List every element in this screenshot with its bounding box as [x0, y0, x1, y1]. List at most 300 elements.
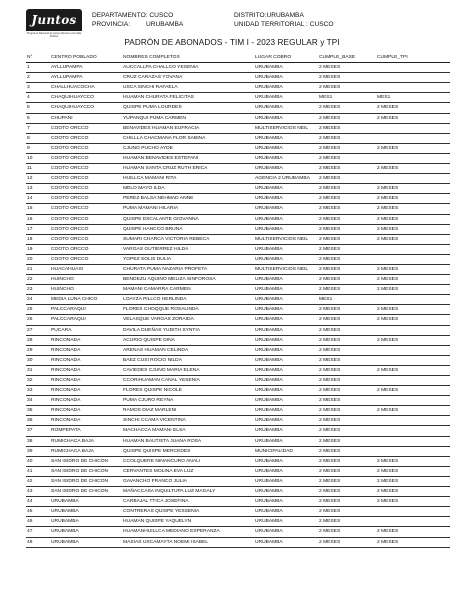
cumple-tpi-cell [376, 376, 450, 386]
lugar-cobro-cell: URUBAMBA [254, 153, 318, 163]
logo-mark [26, 9, 82, 31]
row-number-cell: 25 [26, 305, 50, 315]
cumple-tpi-cell: 2 MESES [376, 527, 450, 537]
nombre-completo-cell: YUPANQUI PUMA CARMEN [122, 113, 254, 123]
lugar-cobro-cell: URUBAMBA [254, 73, 318, 83]
centro-poblado-cell: COOTO ORCCO [50, 133, 122, 143]
cumple-tpi-cell: 2 MESES [376, 224, 450, 234]
table-row [26, 446, 450, 456]
nombre-completo-cell: HUAMAN CHURATA FELICITAS [122, 93, 254, 103]
departamento-value: CUSCO [149, 12, 174, 19]
nombre-completo-cell: HUAMAN QUISPE YAQUELYN [122, 517, 254, 527]
cumple-tpi-cell [376, 355, 450, 365]
cumple-base-cell: 2 MESES [318, 244, 376, 254]
nombre-completo-cell: HUILLCA MAMANI RITA [122, 174, 254, 184]
lugar-cobro-cell: URUBAMBA [254, 254, 318, 264]
nombre-completo-cell: VELASQUE VARGAS ZORAIDA [122, 315, 254, 325]
lugar-cobro-cell: URUBAMBA [254, 487, 318, 497]
cumple-tpi-cell [376, 174, 450, 184]
centro-poblado-cell: URUBAMBA [50, 507, 122, 517]
cumple-base-cell: 2 MESES [318, 335, 376, 345]
cumple-tpi-cell: 2 MESES [376, 143, 450, 153]
nombre-completo-cell: MAÑACCASA INQUILTUPA LUZ MAGALY [122, 487, 254, 497]
lugar-cobro-cell: URUBAMBA [254, 456, 318, 466]
table-body [26, 63, 450, 548]
lugar-cobro-cell: URUBAMBA [254, 103, 318, 113]
nombre-completo-cell: FLORES QUISPE NICOLE [122, 386, 254, 396]
nombre-completo-cell: BENDEZU AQUINO MELIZA SINFOROSA [122, 275, 254, 285]
lugar-cobro-cell: URUBAMBA [254, 426, 318, 436]
centro-poblado-cell: PALCCARAQUI [50, 305, 122, 315]
row-number-cell: 46 [26, 517, 50, 527]
table-row [26, 204, 450, 214]
centro-poblado-cell: HUINCHO [50, 275, 122, 285]
lugar-cobro-cell: URUBAMBA [254, 355, 318, 365]
col-header-cumple-tpi: CUMPLE_TPI [376, 53, 450, 63]
table-row [26, 396, 450, 406]
nombre-completo-cell: HUAMAN SANTA CRUZ RUTH ERICA [122, 164, 254, 174]
cumple-tpi-cell [376, 63, 450, 73]
lugar-cobro-cell: URUBAMBA [254, 436, 318, 446]
centro-poblado-cell: SAN ISIDRO DE CHICON [50, 487, 122, 497]
cumple-tpi-cell: 2 MESES [376, 204, 450, 214]
lugar-cobro-cell: URUBAMBA [254, 143, 318, 153]
cumple-base-cell: 2 MESES [318, 345, 376, 355]
lugar-cobro-cell: URUBAMBA [254, 244, 318, 254]
row-number-cell: 40 [26, 456, 50, 466]
centro-poblado-cell: CHAQUIHUAYCCO [50, 93, 122, 103]
lugar-cobro-cell: URUBAMBA [254, 537, 318, 547]
col-header-cumple-base: CUMPLE_BASE [318, 53, 376, 63]
table-row [26, 386, 450, 396]
cumple-tpi-cell [376, 517, 450, 527]
lugar-cobro-cell: URUBAMBA [254, 83, 318, 93]
table-row [26, 345, 450, 355]
nombre-completo-cell: SINCHI CCAMA VICENTINA [122, 416, 254, 426]
nombre-completo-cell: QUISPE ESCALANTE GIOVANNA [122, 214, 254, 224]
cumple-base-cell: 2 MESES [318, 164, 376, 174]
table-row [26, 466, 450, 476]
lugar-cobro-cell: MUNICIPALIDAD [254, 446, 318, 456]
table-row [26, 507, 450, 517]
nombre-completo-cell: PUMA MAMANI HILARIA [122, 204, 254, 214]
centro-poblado-cell: SAN ISIDRO DE CHICON [50, 476, 122, 486]
nombre-completo-cell: AUCCALLPA CHALLCO YESENIA [122, 63, 254, 73]
lugar-cobro-cell: URUBAMBA [254, 365, 318, 375]
lugar-cobro-cell: URUBAMBA [254, 295, 318, 305]
centro-poblado-cell: COOTO ORCCO [50, 204, 122, 214]
cumple-base-cell: MES1 [318, 295, 376, 305]
logo-tagline: Programa Nacional de Apoyo Directo a los Más Pobres [26, 32, 82, 38]
table-row [26, 275, 450, 285]
table-row [26, 224, 450, 234]
row-number-cell: 7 [26, 123, 50, 133]
provincia-label: PROVINCIA: [92, 21, 131, 28]
nombre-completo-cell: CONTRERAS QUISPE YESSENIA [122, 507, 254, 517]
lugar-cobro-cell: URUBAMBA [254, 113, 318, 123]
row-number-cell: 2 [26, 73, 50, 83]
nombre-completo-cell: ACURIO QUISPE DINA [122, 335, 254, 345]
cumple-base-cell: 2 MESES [318, 487, 376, 497]
centro-poblado-cell: AYLLUPAMPA [50, 73, 122, 83]
row-number-cell: 22 [26, 275, 50, 285]
lugar-cobro-cell: URUBAMBA [254, 275, 318, 285]
table-row [26, 184, 450, 194]
lugar-cobro-cell: URUBAMBA [254, 133, 318, 143]
row-number-cell: 19 [26, 244, 50, 254]
row-number-cell: 14 [26, 194, 50, 204]
nombre-completo-cell: HUAMAN BAUTISTA JUANA ROSA [122, 436, 254, 446]
table-row [26, 63, 450, 73]
centro-poblado-cell: SAN ISIDRO DE CHICON [50, 456, 122, 466]
juntos-logo [26, 9, 82, 39]
cumple-tpi-cell: 2 MESES [376, 386, 450, 396]
centro-poblado-cell: RINCONADA [50, 355, 122, 365]
table-row [26, 335, 450, 345]
unidad-value: CUSCO [309, 21, 334, 28]
lugar-cobro-cell: URUBAMBA [254, 497, 318, 507]
cumple-tpi-cell: 2 MESES [376, 214, 450, 224]
lugar-cobro-cell: URUBAMBA [254, 386, 318, 396]
cumple-base-cell: 2 MESES [318, 143, 376, 153]
nombre-completo-cell: DAVILA DUEÑAS YUDITH SYNTIA [122, 325, 254, 335]
table-row [26, 476, 450, 486]
cumple-tpi-cell: 2 MESES [376, 264, 450, 274]
row-number-cell: 29 [26, 345, 50, 355]
cumple-base-cell: 2 MESES [318, 285, 376, 295]
nombre-completo-cell: LOAYZA PILLCO HERLINDA [122, 295, 254, 305]
row-number-cell: 39 [26, 446, 50, 456]
table-row [26, 537, 450, 547]
cumple-base-cell: 2 MESES [318, 264, 376, 274]
cumple-tpi-cell [376, 244, 450, 254]
centro-poblado-cell: COOTO ORCCO [50, 143, 122, 153]
cumple-base-cell: 2 MESES [318, 123, 376, 133]
table-row [26, 426, 450, 436]
cumple-base-cell: 2 MESES [318, 426, 376, 436]
table-row [26, 416, 450, 426]
cumple-tpi-cell: MES1 [376, 93, 450, 103]
lugar-cobro-cell: AGENCIA 2 URUBAMBA [254, 174, 318, 184]
cumple-base-cell: 2 MESES [318, 325, 376, 335]
nombre-completo-cell: SUMARI CHARCA VICTORIA REBECA [122, 234, 254, 244]
row-number-cell: 4 [26, 93, 50, 103]
nombre-completo-cell: CRUZ CARAZAS YOVANA [122, 73, 254, 83]
table-row [26, 264, 450, 274]
table-row [26, 497, 450, 507]
cumple-base-cell: 2 MESES [318, 174, 376, 184]
row-number-cell: 32 [26, 376, 50, 386]
lugar-cobro-cell: MULTISERVICIOS NEIL [254, 123, 318, 133]
centro-poblado-cell: RINCONADA [50, 345, 122, 355]
cumple-tpi-cell: 2 MESES [376, 103, 450, 113]
nombre-completo-cell: CCORIHUAMAN CANAL YESENIA [122, 376, 254, 386]
cumple-tpi-cell: 2 MESES [376, 537, 450, 547]
centro-poblado-cell: CHAQUIHUAYCCO [50, 103, 122, 113]
cumple-tpi-cell: 2 MESES [376, 497, 450, 507]
cumple-tpi-cell: 2 MESES [376, 315, 450, 325]
cumple-tpi-cell [376, 436, 450, 446]
centro-poblado-cell: RINCONADA [50, 376, 122, 386]
row-number-cell: 48 [26, 537, 50, 547]
table-row [26, 315, 450, 325]
centro-poblado-cell: URUBAMBA [50, 527, 122, 537]
nombre-completo-cell: BAEZ CUSI ROCIO NILDA [122, 355, 254, 365]
centro-poblado-cell: MEDIA LUNA CHICO [50, 295, 122, 305]
nombre-completo-cell: CAVIEDES CJUNO MARIA ELENA [122, 365, 254, 375]
nombre-completo-cell: CHURATA PUMA NAZARIA PROFETA [122, 264, 254, 274]
cumple-tpi-cell: 2 MESES [376, 305, 450, 315]
table-row [26, 527, 450, 537]
row-number-cell: 24 [26, 295, 50, 305]
cumple-base-cell: 2 MESES [318, 194, 376, 204]
nombre-completo-cell: HUAMANHUILLCA MEDIANO ESPERANZA [122, 527, 254, 537]
centro-poblado-cell: URUBAMBA [50, 517, 122, 527]
table-row [26, 325, 450, 335]
cumple-tpi-cell [376, 507, 450, 517]
table-header [26, 53, 450, 63]
table-row [26, 143, 450, 153]
nombre-completo-cell: BENAVIDES HUAMAN EUFRACIA [122, 123, 254, 133]
cumple-tpi-cell: 2 MESES [376, 476, 450, 486]
unidad-label: UNIDAD TERRITORIAL : [234, 21, 308, 28]
cumple-base-cell: 2 MESES [318, 355, 376, 365]
table-row [26, 355, 450, 365]
distrito-label: DISTRITO: [234, 12, 267, 19]
provincia-line [92, 21, 183, 29]
cumple-tpi-cell: 2 MESES [376, 194, 450, 204]
cumple-base-cell: 2 MESES [318, 476, 376, 486]
centro-poblado-cell: HUACAHUASI [50, 264, 122, 274]
cumple-tpi-cell: 2 MESES [376, 466, 450, 476]
centro-poblado-cell: COOTO ORCCO [50, 234, 122, 244]
centro-poblado-cell: COOTO ORCCO [50, 194, 122, 204]
row-number-cell: 45 [26, 507, 50, 517]
centro-poblado-cell: CHUPANI [50, 113, 122, 123]
centro-poblado-cell: URUBAMBA [50, 497, 122, 507]
nombre-completo-cell: USCA SINCHI RAFAELA [122, 83, 254, 93]
nombre-completo-cell: HUAMAN BENAVIDES ESTEFANI [122, 153, 254, 163]
centro-poblado-cell: URUBAMBA [50, 537, 122, 547]
lugar-cobro-cell: URUBAMBA [254, 184, 318, 194]
lugar-cobro-cell: URUBAMBA [254, 466, 318, 476]
row-number-cell: 20 [26, 254, 50, 264]
cumple-base-cell: 2 MESES [318, 517, 376, 527]
cumple-tpi-cell [376, 133, 450, 143]
cumple-base-cell: 2 MESES [318, 386, 376, 396]
nombre-completo-cell: MELO MAYO ILDA [122, 184, 254, 194]
row-number-cell: 9 [26, 143, 50, 153]
row-number-cell: 17 [26, 224, 50, 234]
cumple-tpi-cell [376, 426, 450, 436]
row-number-cell: 33 [26, 386, 50, 396]
centro-poblado-cell: COOTO ORCCO [50, 123, 122, 133]
table-row [26, 456, 450, 466]
row-number-cell: 43 [26, 487, 50, 497]
centro-poblado-cell: CHALLHUACOCHA [50, 83, 122, 93]
lugar-cobro-cell: URUBAMBA [254, 214, 318, 224]
row-number-cell: 5 [26, 103, 50, 113]
nombre-completo-cell: FLORES CHOQQUE ROSALINDA [122, 305, 254, 315]
table-row [26, 517, 450, 527]
row-number-cell: 11 [26, 164, 50, 174]
cumple-base-cell: 2 MESES [318, 416, 376, 426]
col-header-lugar-cobro: LUGAR COBRO [254, 53, 318, 63]
cumple-tpi-cell [376, 345, 450, 355]
cumple-base-cell: 2 MESES [318, 396, 376, 406]
lugar-cobro-cell: URUBAMBA [254, 527, 318, 537]
cumple-tpi-cell: 2 MESES [376, 487, 450, 497]
table-row [26, 93, 450, 103]
nombre-completo-cell: QUISPE QUISPE MERCEDES [122, 446, 254, 456]
table-row [26, 113, 450, 123]
lugar-cobro-cell: URUBAMBA [254, 305, 318, 315]
cumple-tpi-cell: 2 MESES [376, 275, 450, 285]
nombre-completo-cell: CERVANTES MOLINA EVA LUZ [122, 466, 254, 476]
lugar-cobro-cell: URUBAMBA [254, 507, 318, 517]
lugar-cobro-cell: URUBAMBA [254, 224, 318, 234]
table-row [26, 436, 450, 446]
row-number-cell: 34 [26, 396, 50, 406]
table-row [26, 123, 450, 133]
nombre-completo-cell: CCOLQUERE NINANCURO ANALI [122, 456, 254, 466]
lugar-cobro-cell: URUBAMBA [254, 325, 318, 335]
cumple-base-cell: MES1 [318, 93, 376, 103]
row-number-cell: 18 [26, 234, 50, 244]
cumple-tpi-cell: 2 MESES [376, 113, 450, 123]
table-row [26, 305, 450, 315]
centro-poblado-cell: COOTO ORCCO [50, 174, 122, 184]
table-row [26, 244, 450, 254]
cumple-base-cell: 2 MESES [318, 466, 376, 476]
cumple-base-cell: 2 MESES [318, 376, 376, 386]
row-number-cell: 28 [26, 335, 50, 345]
cumple-base-cell: 2 MESES [318, 63, 376, 73]
table-row [26, 153, 450, 163]
cumple-base-cell: 2 MESES [318, 315, 376, 325]
cumple-tpi-cell [376, 325, 450, 335]
centro-poblado-cell: AYLLUPAMPA [50, 63, 122, 73]
cumple-base-cell: 2 MESES [318, 527, 376, 537]
row-number-cell: 42 [26, 476, 50, 486]
nombre-completo-cell: MACHACCA MAMANI ELSA [122, 426, 254, 436]
table-row [26, 487, 450, 497]
cumple-tpi-cell: 2 MESES [376, 335, 450, 345]
lugar-cobro-cell: URUBAMBA [254, 335, 318, 345]
lugar-cobro-cell: URUBAMBA [254, 63, 318, 73]
row-number-cell: 1 [26, 63, 50, 73]
row-number-cell: 41 [26, 466, 50, 476]
cumple-tpi-cell: 2 MESES [376, 184, 450, 194]
table-row [26, 406, 450, 416]
centro-poblado-cell: COOTO ORCCO [50, 254, 122, 264]
lugar-cobro-cell: URUBAMBA [254, 376, 318, 386]
cumple-base-cell: 2 MESES [318, 254, 376, 264]
centro-poblado-cell: RUMICHACA BAJA [50, 446, 122, 456]
centro-poblado-cell: COOTO ORCCO [50, 224, 122, 234]
logo-text: Juntos [31, 13, 77, 27]
lugar-cobro-cell: URUBAMBA [254, 194, 318, 204]
row-number-cell: 16 [26, 214, 50, 224]
table-row [26, 174, 450, 184]
nombre-completo-cell: PEREZ BALSA NEHMAD ANNE [122, 194, 254, 204]
row-number-cell: 31 [26, 365, 50, 375]
row-number-cell: 15 [26, 204, 50, 214]
cumple-tpi-cell [376, 446, 450, 456]
table-row [26, 285, 450, 295]
nombre-completo-cell: QUISPE PUMA LOURDES [122, 103, 254, 113]
nombre-completo-cell: QUISPE HANCCO BRUNA [122, 224, 254, 234]
centro-poblado-cell: COOTO ORCCO [50, 184, 122, 194]
unidad-territorial-line [234, 21, 334, 29]
table-row [26, 295, 450, 305]
lugar-cobro-cell: URUBAMBA [254, 164, 318, 174]
row-number-cell: 47 [26, 527, 50, 537]
row-number-cell: 21 [26, 264, 50, 274]
nombre-completo-cell: ARENAS HUAMAN CELINDA [122, 345, 254, 355]
centro-poblado-cell: RINCONADA [50, 406, 122, 416]
centro-poblado-cell: PALCCARAQUI [50, 315, 122, 325]
distrito-line [234, 12, 304, 20]
cumple-tpi-cell [376, 396, 450, 406]
nombre-completo-cell: CARBAJAL TTICA JOSEFINA [122, 497, 254, 507]
centro-poblado-cell: COOTO ORCCO [50, 214, 122, 224]
lugar-cobro-cell: URUBAMBA [254, 93, 318, 103]
centro-poblado-cell: COOTO ORCCO [50, 244, 122, 254]
nombre-completo-cell: MAMANI CAMARRA CARMEN [122, 285, 254, 295]
cumple-tpi-cell [376, 416, 450, 426]
lugar-cobro-cell: URUBAMBA [254, 416, 318, 426]
row-number-cell: 26 [26, 315, 50, 325]
col-header-nombres: NOMBRES COMPLETOS [122, 53, 254, 63]
table-row [26, 376, 450, 386]
centro-poblado-cell: RINCONADA [50, 416, 122, 426]
cumple-tpi-cell [376, 73, 450, 83]
centro-poblado-cell: ROMPEPATA [50, 426, 122, 436]
cumple-tpi-cell: 2 MESES [376, 406, 450, 416]
cumple-base-cell: 2 MESES [318, 113, 376, 123]
cumple-base-cell: 2 MESES [318, 184, 376, 194]
cumple-base-cell: 2 MESES [318, 456, 376, 466]
table-row [26, 214, 450, 224]
cumple-base-cell: 2 MESES [318, 214, 376, 224]
table-row [26, 133, 450, 143]
nombre-completo-cell: CHILLLA CHACMANA FLOR SABINA [122, 133, 254, 143]
nombre-completo-cell: GAVANCHO FRANCO JULIA [122, 476, 254, 486]
padron-table [26, 53, 450, 548]
distrito-value: URUBAMBA [266, 12, 304, 19]
cumple-base-cell: 2 MESES [318, 234, 376, 244]
table-row [26, 164, 450, 174]
cumple-base-cell: 2 MESES [318, 153, 376, 163]
cumple-tpi-cell: 2 MESES [376, 234, 450, 244]
departamento-label: DEPARTAMENTO: [92, 12, 148, 19]
cumple-base-cell: 2 MESES [318, 446, 376, 456]
row-number-cell: 30 [26, 355, 50, 365]
centro-poblado-cell: RINCONADA [50, 335, 122, 345]
cumple-tpi-cell: 2 MESES [376, 164, 450, 174]
centro-poblado-cell: RINCONADA [50, 396, 122, 406]
nombre-completo-cell: RAMOS DIAZ MARLENI [122, 406, 254, 416]
cumple-base-cell: 2 MESES [318, 275, 376, 285]
nombre-completo-cell: MASIAS USCAMAYTA NOEMI ISABEL [122, 537, 254, 547]
lugar-cobro-cell: URUBAMBA [254, 285, 318, 295]
cumple-tpi-cell [376, 83, 450, 93]
page-title: PADRÓN DE ABONADOS - TIM I - 2023 REGULAR y TPI [124, 38, 340, 47]
table-row [26, 83, 450, 93]
nombre-completo-cell: PUMA CJURO REYNA [122, 396, 254, 406]
centro-poblado-cell: RINCONADA [50, 365, 122, 375]
